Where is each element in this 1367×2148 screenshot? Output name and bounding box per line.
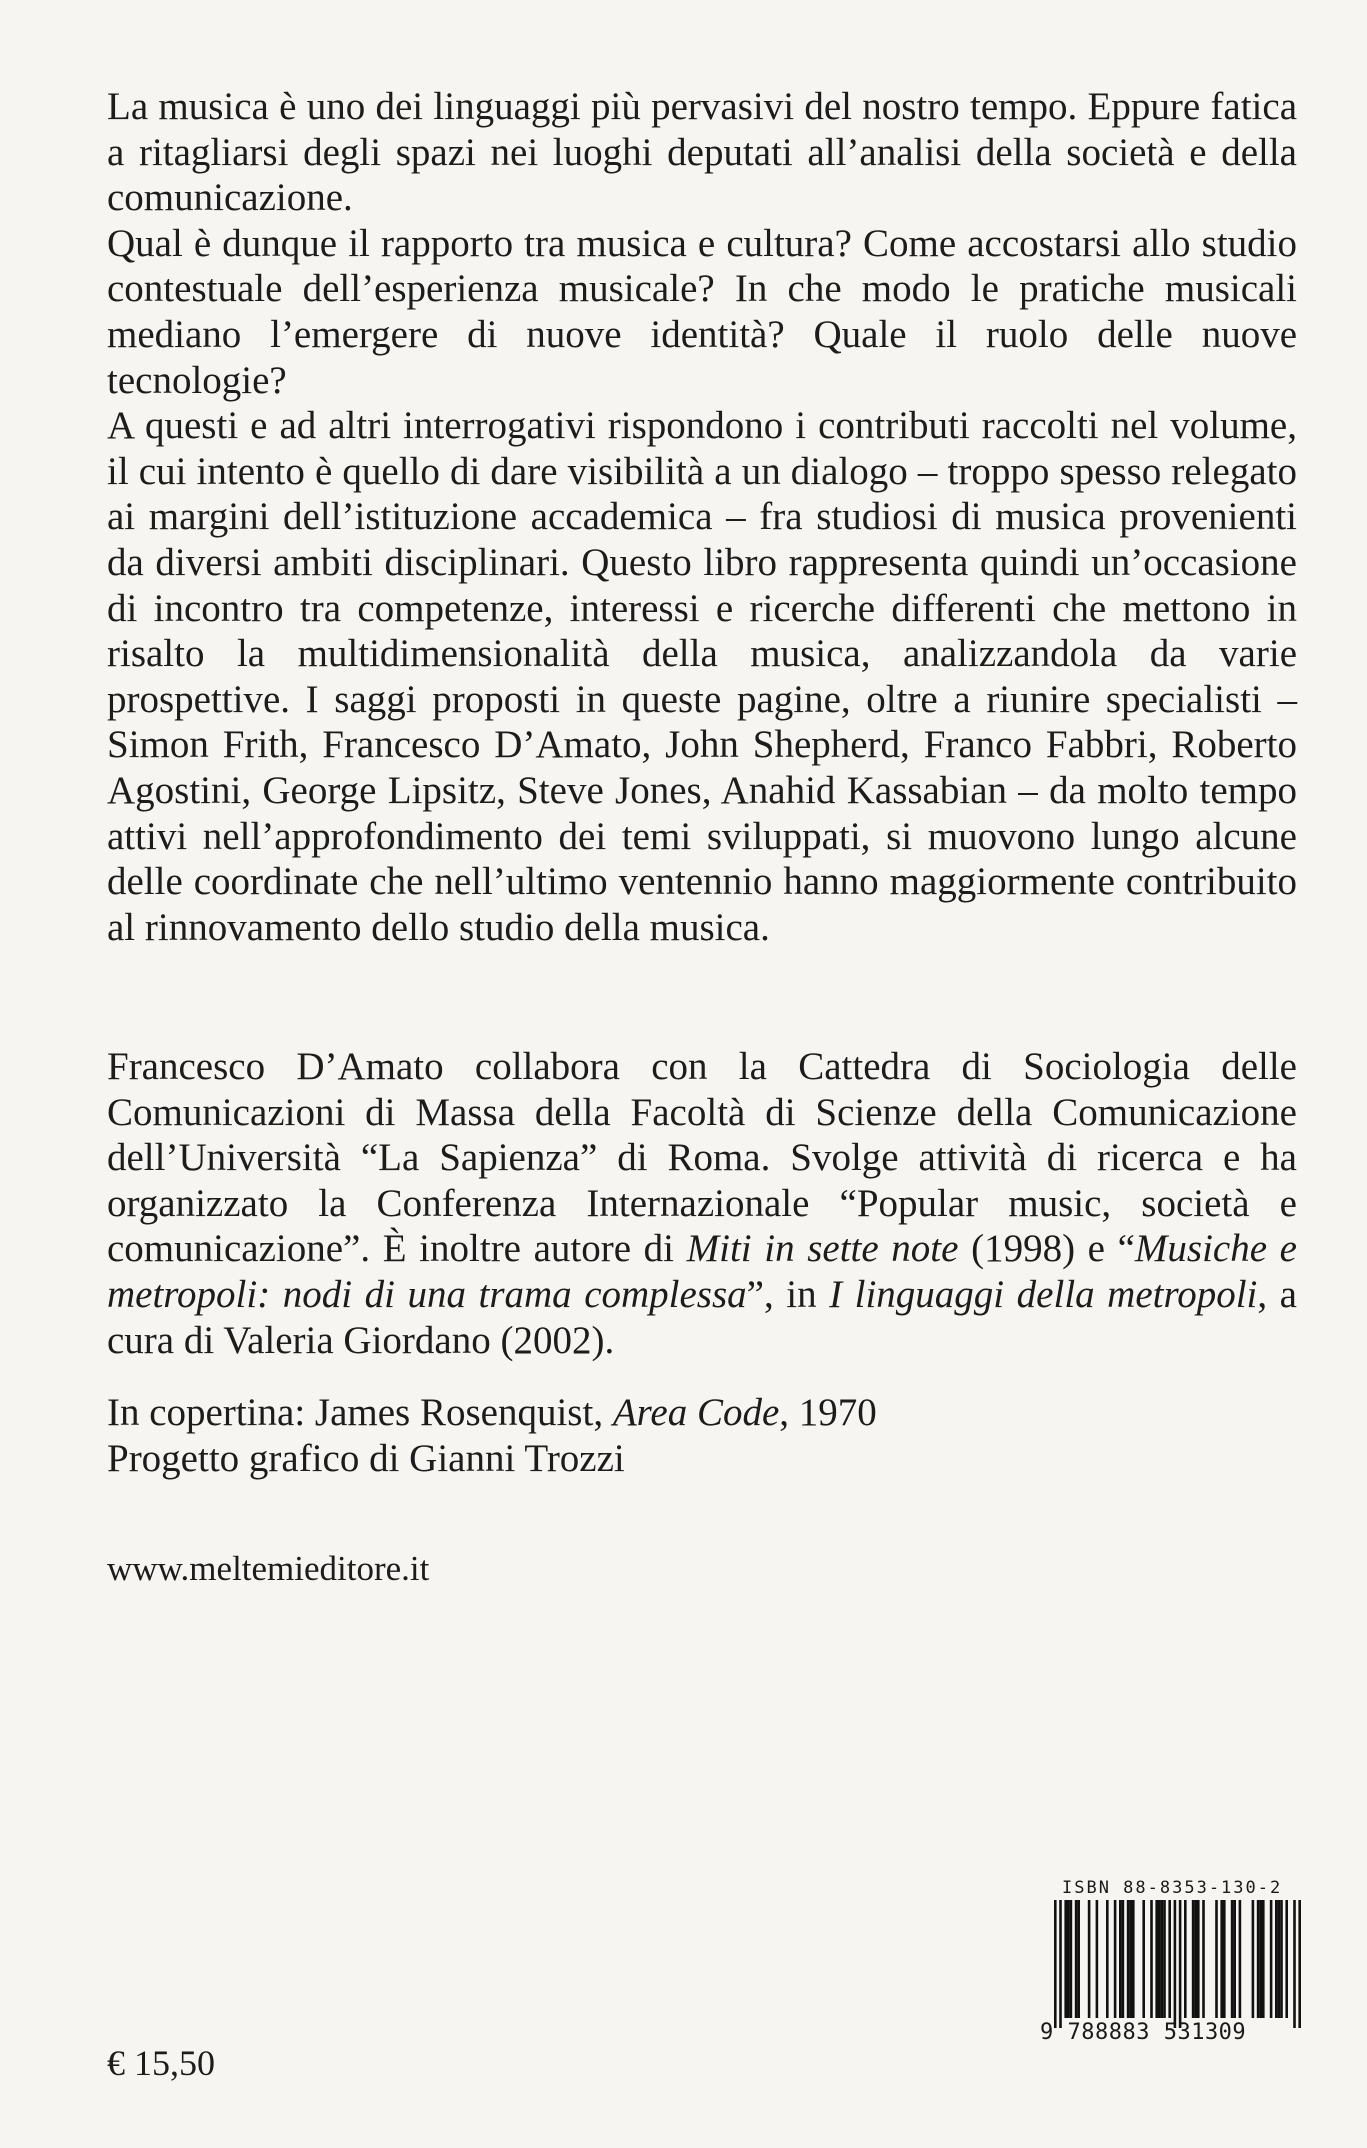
barcode-bar — [1262, 1900, 1265, 2018]
barcode-bar — [1280, 1900, 1283, 2018]
price: € 15,50 — [107, 2043, 215, 2083]
ean-digits: 9 788883 531309 — [1040, 2020, 1247, 2045]
barcode-bar — [1077, 1900, 1080, 2018]
barcode-bar — [1278, 1900, 1281, 2018]
barcode-bar — [1179, 1900, 1182, 2028]
barcode-bar — [1158, 1900, 1161, 2018]
barcode-bar — [1231, 1900, 1234, 2018]
barcode-bar — [1270, 1900, 1273, 2018]
barcode-bar — [1054, 1900, 1057, 2028]
barcode-bar — [1106, 1900, 1109, 2018]
barcode-bar — [1142, 1900, 1145, 2018]
barcode-bar — [1163, 1900, 1166, 2018]
blurb-paragraph: La musica è uno dei linguaggi più pervasivi del nostro tempo. Eppure fatica a ritagliarsi degli spazi nei luoghi deputati all’analisi della società e della comunicazione. — [107, 85, 1297, 220]
barcode-icon — [1040, 1900, 1310, 2030]
barcode-bar — [1122, 1900, 1125, 2018]
barcode-bar — [1293, 1900, 1296, 2028]
barcode-bar — [1259, 1900, 1262, 2018]
book-title: I linguaggi della metropoli — [829, 1272, 1258, 1316]
barcode-bar — [1168, 1900, 1171, 2018]
author-bio-paragraph — [107, 1044, 1297, 1363]
isbn-label: ISBN 88-8353-130-2 — [1062, 1878, 1283, 1898]
barcode-bar — [1233, 1900, 1236, 2018]
barcode-bar — [1192, 1900, 1195, 2018]
bio-text: , a cura di Valeria Giordano (2002). — [107, 1272, 1297, 1362]
bio-text: ”, in — [746, 1272, 830, 1316]
barcode-bar — [1202, 1900, 1205, 2018]
cover-artwork-title: Area Code — [612, 1391, 780, 1434]
blurb-paragraph: A questi e ad altri interrogativi rispondono i contributi raccolti nel volume, il cui intento è quello di dare visibilità a un dialogo – troppo spesso relegato ai margini dell’istituzione accademica – fra studiosi di musica provenienti da diversi ambiti disciplinari. Questo libro rappresenta quindi un’occasione di incontro tra competenze, interessi e ricerche differenti che mettono in risalto la multidimensionalità della musica, analizzandola da varie prospettive. I saggi proposti in queste pagine, oltre a riunire specialisti – Simon Frith, Francesco D’Amato, John Shepherd, Franco Fabbri, Roberto Agostini, George Lipsitz, Steve Jones, Anahid Kassabian – da molto tempo attivi nell’approfondimento dei temi sviluppati, si muovono lungo alcune delle coordinate che nell’ultimo ventennio hanno maggiormente contribuito al rinnovamento dello studio della musica. — [107, 404, 1297, 949]
bio-text: (1998) e “ — [958, 1227, 1135, 1271]
author-bio — [107, 1044, 1297, 1363]
barcode-bar — [1127, 1900, 1130, 2018]
blurb-paragraph: Qual è dunque il rapporto tra musica e cultura? Come accostarsi allo studio contestuale dell’esperienza musicale? In che modo le pratiche musicali mediano l’emergere di nuove identità? Quale il ruolo delle nuove tecnologie? — [107, 221, 1297, 402]
barcode-bar — [1150, 1900, 1153, 2018]
barcode-bar — [1285, 1900, 1288, 2018]
barcode-bar — [1184, 1900, 1187, 2018]
essay-title: Musiche e metropoli: nodi di una trama complessa — [107, 1227, 1297, 1316]
cover-credit — [107, 1390, 1297, 1436]
book-title: Miti in sette note — [686, 1227, 959, 1271]
barcode-bar — [1220, 1900, 1223, 2018]
design-credit: Progetto grafico di Gianni Trozzi — [107, 1436, 625, 1480]
barcode-bar — [1064, 1900, 1067, 2018]
barcode-bar — [1059, 1900, 1062, 2028]
barcode-bar — [1075, 1900, 1078, 2018]
barcode-bar — [1215, 1900, 1218, 2018]
barcode-bar — [1252, 1900, 1255, 2018]
bio-text: Francesco D’Amato collabora con la Cattedra di Sociologia delle Comunicazioni di Massa della Facoltà di Scienze della Comunicazione dell’Università “La Sapienza” di Roma. Svolge attività di ricerca e ha organizzato la Conferenza Internazionale “Popular music, società e comunicazione”. È inoltre autore di — [107, 1045, 1297, 1271]
barcode-block — [1040, 1878, 1310, 2078]
barcode-bar — [1114, 1900, 1117, 2018]
barcode-bar — [1298, 1900, 1301, 2028]
barcode-bar — [1257, 1900, 1260, 2018]
cover-credit-prefix: In copertina: James Rosenquist, — [107, 1391, 613, 1434]
cover-artwork-year: , 1970 — [779, 1391, 877, 1434]
barcode-bar — [1119, 1900, 1122, 2018]
publisher-website: www.meltemieditore.it — [107, 1549, 430, 1588]
barcode-bar — [1174, 1900, 1177, 2028]
barcode-bar — [1129, 1900, 1132, 2018]
barcode-bar — [1070, 1900, 1073, 2018]
barcode-bar — [1155, 1900, 1158, 2018]
barcode-bar — [1239, 1900, 1242, 2018]
barcode-bar — [1088, 1900, 1091, 2018]
barcode-bar — [1132, 1900, 1135, 2018]
barcode-bar — [1275, 1900, 1278, 2018]
credits — [107, 1390, 1297, 1481]
barcode-bar — [1096, 1900, 1099, 2018]
barcode-bar — [1223, 1900, 1226, 2018]
barcode-bar — [1194, 1900, 1197, 2018]
book-blurb — [107, 84, 1297, 950]
barcode-bar — [1067, 1900, 1070, 2018]
barcode-bar — [1161, 1900, 1164, 2018]
barcode-bar — [1197, 1900, 1200, 2018]
